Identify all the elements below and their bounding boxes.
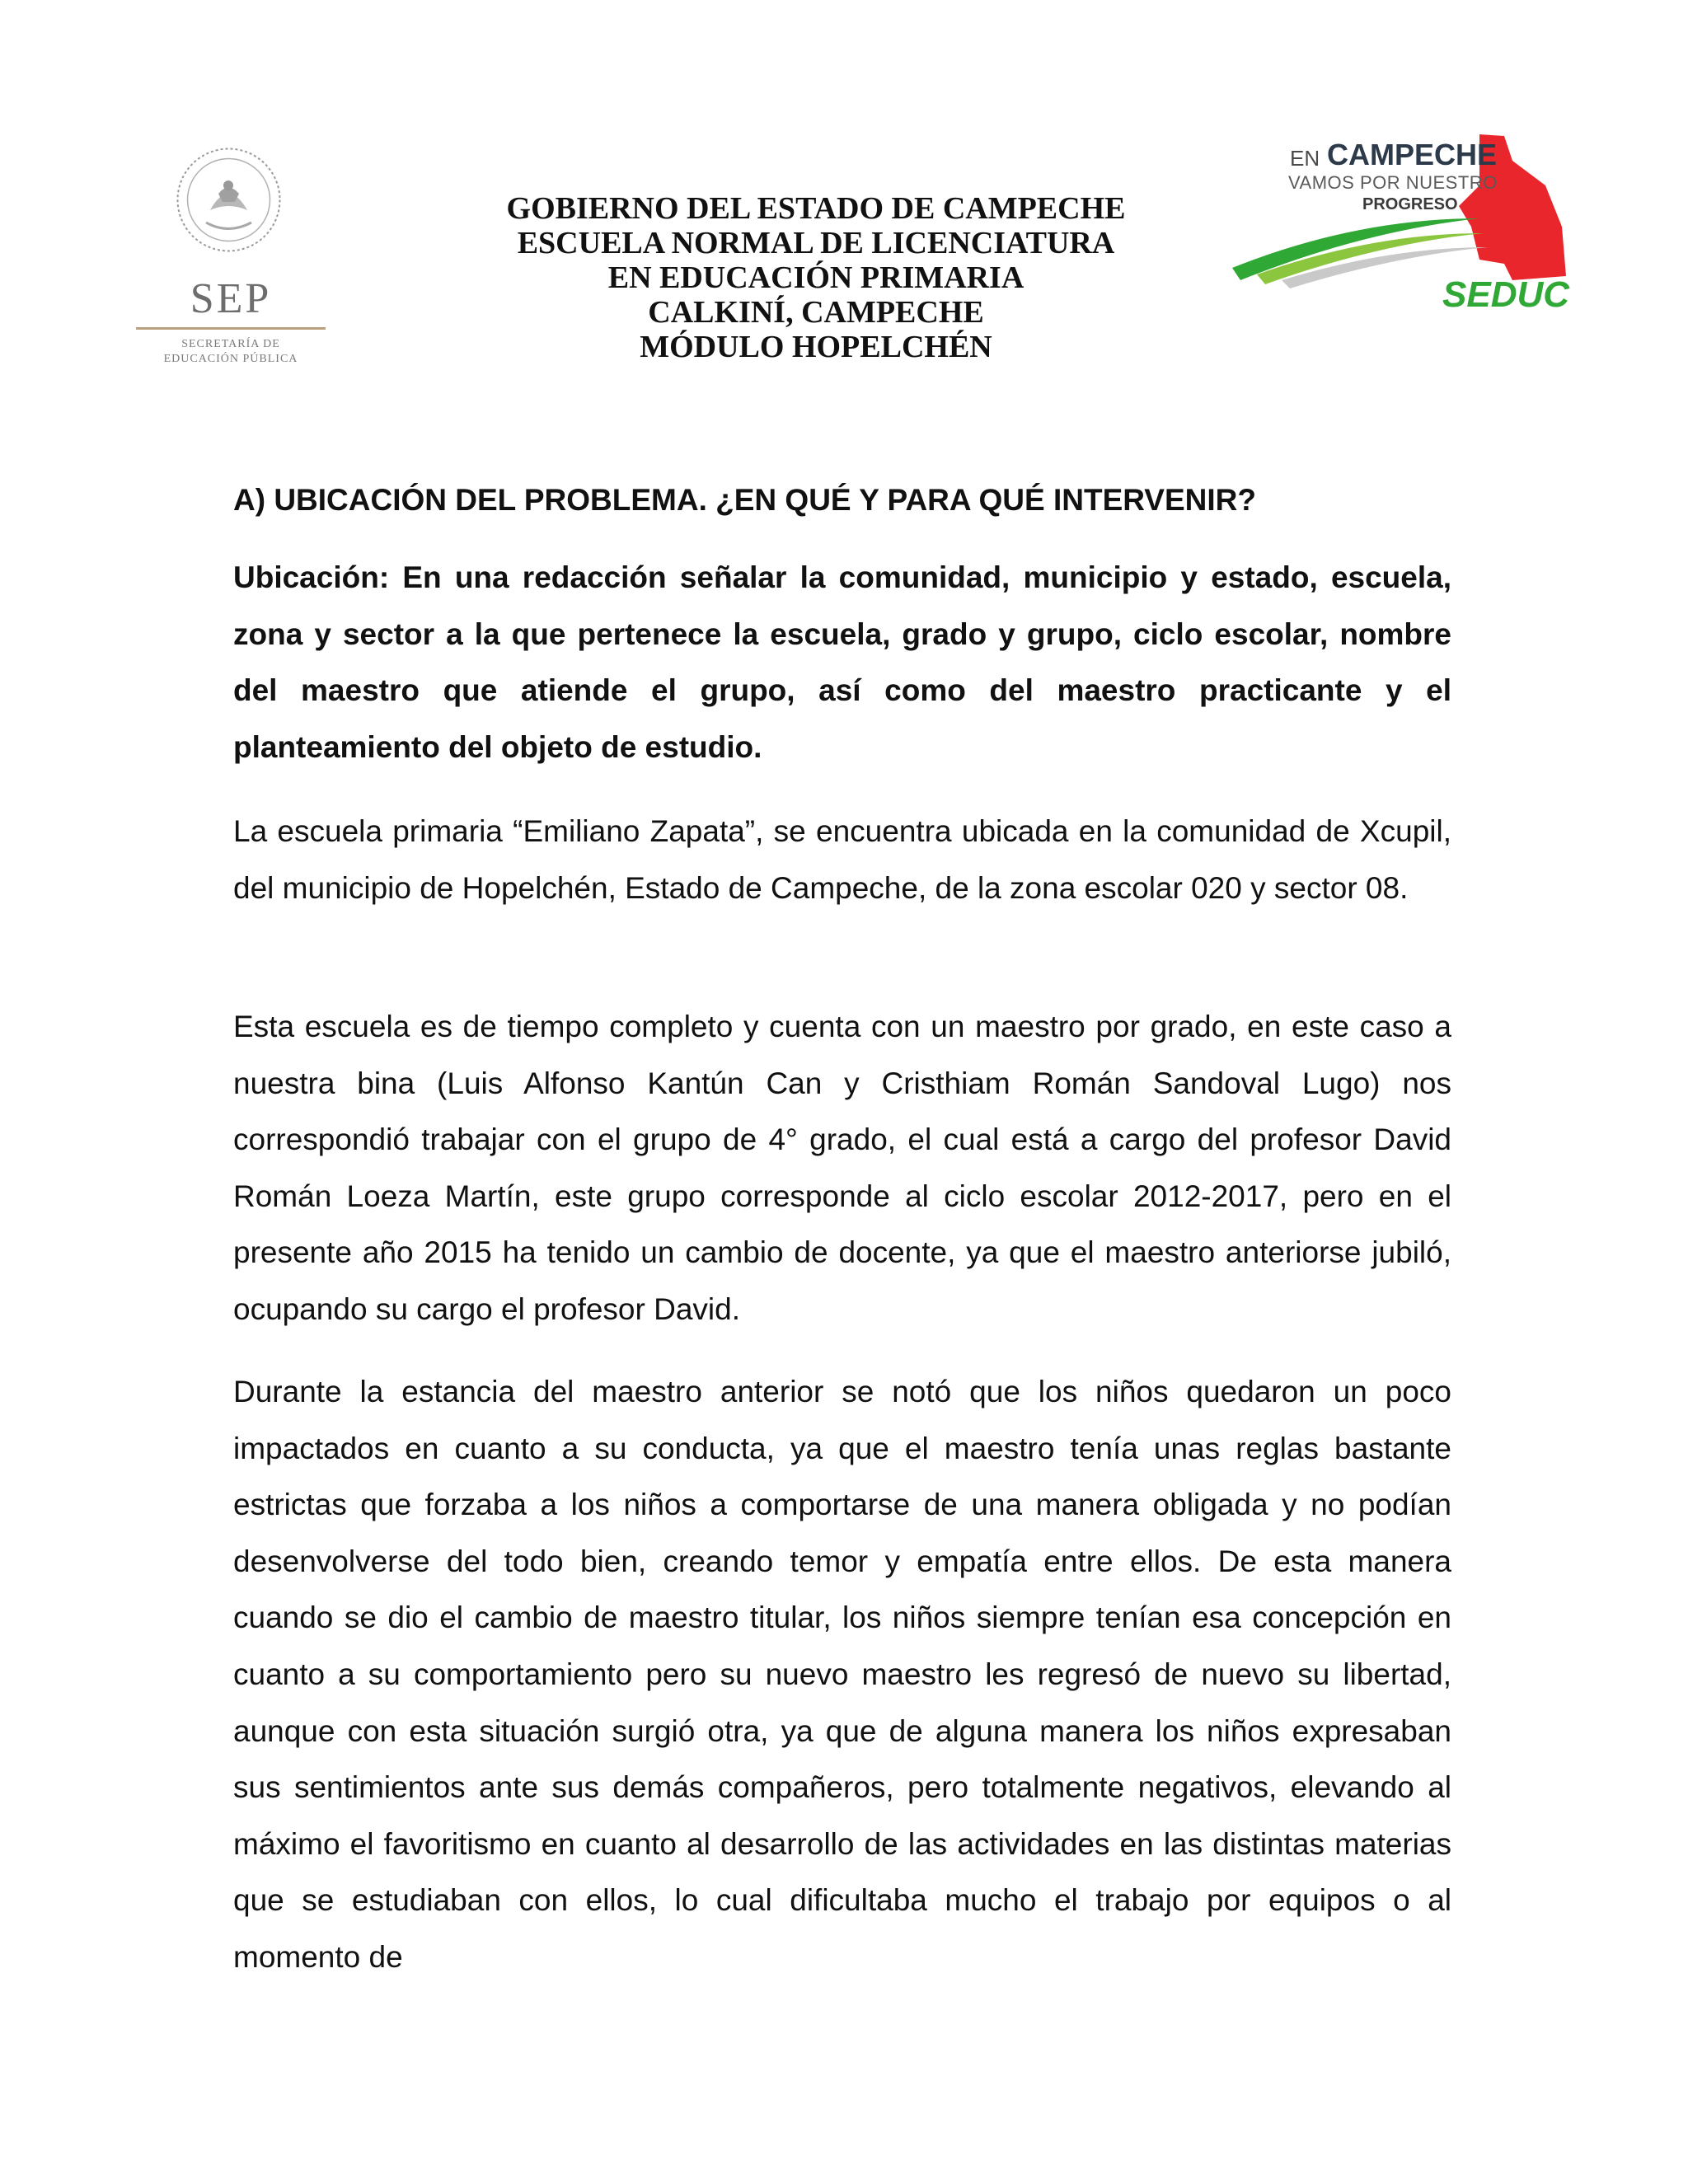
instruction-paragraph: Ubicación: En una redacción señalar la comunidad, municipio y estado, escuela, zona y sector a la que pertenece la escuela, grado y grupo, ciclo escolar, nombre del maestro que atiende el grupo, así como del maestro practicante y el planteamiento del objeto de estudio.: [233, 560, 1451, 764]
sep-logo: [128, 136, 334, 375]
school-paragraph: Esta escuela es de tiempo completo y cuenta con un maestro por grado, en este caso a nuestra bina (Luis Alfonso Kantún Can y Cristhiam Román Sandoval Lugo) nos correspondió trabajar con el grupo de 4° grado, el cual está a cargo del profesor David Román Loeza Martín, este grupo corresponde al ciclo escolar 2012-2017, pero en el presente año 2015 ha tenido un cambio de docente, ya que el maestro anteriorse jubiló, ocupando su cargo el profesor David.: [233, 1010, 1451, 1326]
sep-wordmark: SEP: [190, 275, 272, 322]
institution-line-school: ESCUELA NORMAL DE LICENCIATURA: [517, 226, 1115, 260]
institution-line-city: CALKINÍ, CAMPECHE: [648, 295, 984, 330]
campeche-motto: VAMOS POR NUESTRO: [1288, 172, 1498, 193]
seduc-logo: [1232, 128, 1570, 330]
sep-divider: [136, 327, 326, 330]
location-paragraph: La escuela primaria “Emiliano Zapata”, se encuentra ubicada en la comunidad de Xcupil, del municipio de Hopelchén, Estado de Campeche, de la zona escolar 020 y sector 08.: [233, 814, 1451, 905]
institution-line-module: MÓDULO HOPELCHÉN: [640, 330, 992, 364]
campeche-progress: PROGRESO: [1362, 195, 1458, 213]
institution-line-government: GOBIERNO DEL ESTADO DE CAMPECHE: [506, 191, 1126, 226]
seduc-wordmark: SEDUC: [1442, 274, 1570, 315]
institution-line-program: EN EDUCACIÓN PRIMARIA: [607, 260, 1025, 295]
section-heading: A) UBICACIÓN DEL PROBLEMA. ¿EN QUÉ Y PARA QUÉ INTERVENIR?: [233, 483, 1256, 517]
sep-subtitle: [128, 337, 334, 367]
behavior-paragraph: Durante la estancia del maestro anterior se notó que los niños quedaron un poco impactados en cuanto a su conducta, ya que el maestro tenía unas reglas bastante estrictas que forzaba a los niños a comportarse de una manera obligada y no podían desenvolverse del todo bien, creando temor y empatía entre ellos. De esta manera cuando se dio el cambio de maestro titular, los niños siempre tenían esa concepción en cuanto a su comportamiento pero su nuevo maestro les regresó de nuevo su libertad, aunque con esta situación surgió otra, ya que de alguna manera los niños expresaban sus sentimientos ante sus demás compañeros, pero totalmente negativos, elevando al máximo el favoritismo en cuanto al desarrollo de las actividades en las distintas materias que se estudiaban con ellos, lo cual dificultaba mucho el trabajo por equipos o al momento de: [233, 1375, 1451, 1974]
campeche-name: CAMPECHE: [1327, 138, 1498, 171]
campeche-prefix: EN: [1290, 146, 1320, 171]
sep-subtitle-line2: EDUCACIÓN PÚBLICA: [163, 353, 298, 365]
sep-subtitle-line1: SECRETARÍA DE: [181, 338, 280, 350]
institution-header: [445, 191, 1187, 364]
national-seal-icon: [173, 144, 284, 255]
